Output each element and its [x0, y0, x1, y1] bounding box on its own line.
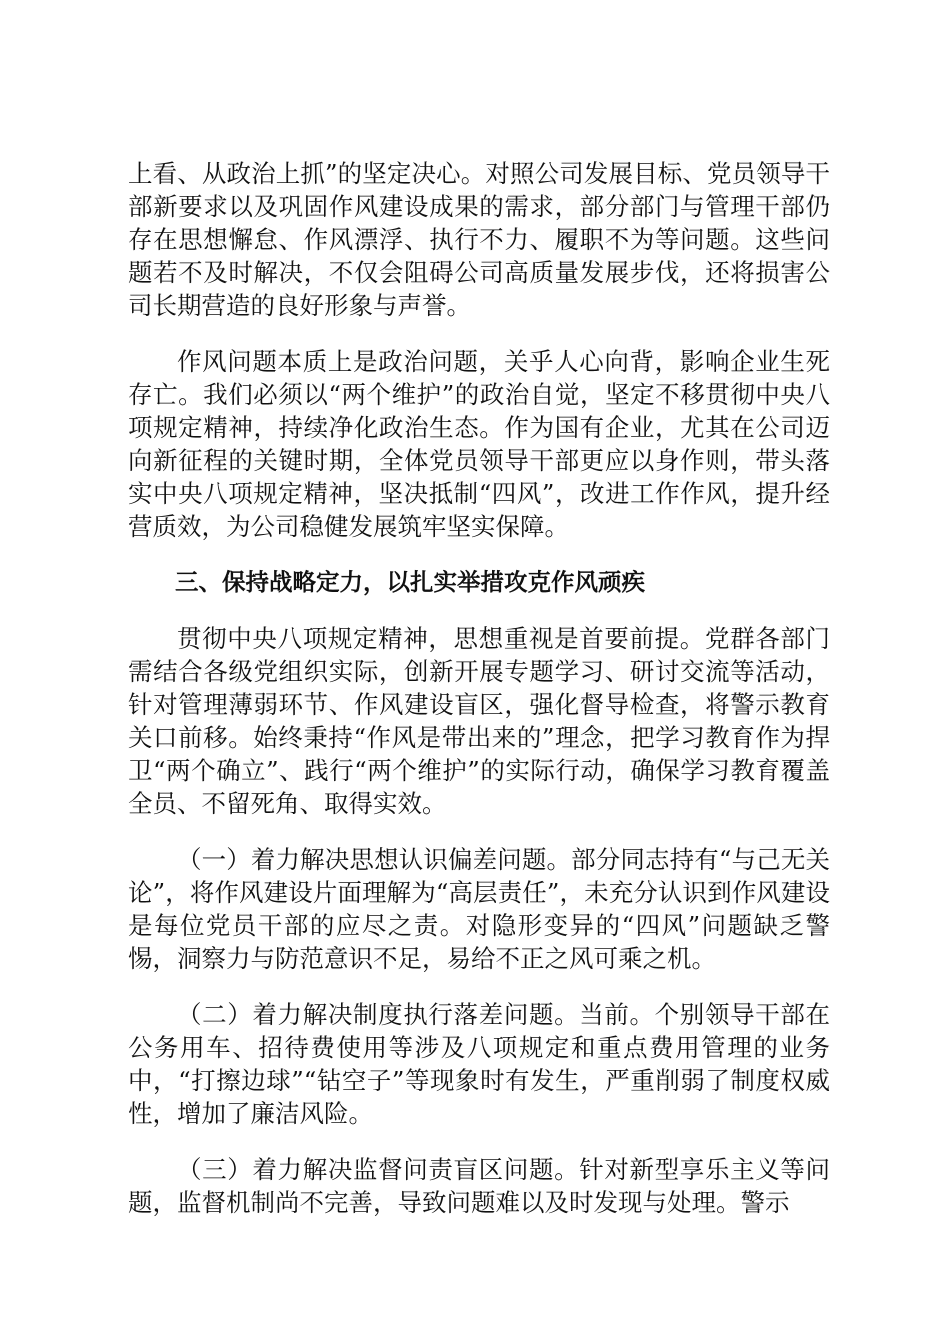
- paragraph-item-3: （三）着力解决监督问责盲区问题。针对新型享乐主义等问题，监督机制尚不完善，导致问题难以及时发现与处理。警示: [128, 1155, 830, 1217]
- paragraph-item-1: （一）着力解决思想认识偏差问题。部分同志持有“与己无关论”，将作风建设片面理解为“高层责任”，未充分认识到作风建设是每位党员干部的应尽之责。对隐形变异的“四风”问题缺乏警惕，洞察力与防范意识不足，易给不正之风可乘之机。: [128, 845, 830, 973]
- section-heading-3: 三、保持战略定力，以扎实举措攻克作风顽疾: [175, 568, 645, 596]
- paragraph-work-style-political-issue: 作风问题本质上是政治问题，关乎人心向背，影响企业生死存亡。我们必须以“两个维护”的政治自觉，坚定不移贯彻中央八项规定精神，持续净化政治生态。作为国有企业，尤其在公司迈向新征程的关键时期，全体党员领导干部更应以身作则，带头落实中央八项规定精神，坚决抵制“四风”，改进工作作风，提升经营质效，为公司稳健发展筑牢坚实保障。: [128, 347, 830, 541]
- document-body: [128, 157, 830, 1242]
- paragraph-ideological-priority: 贯彻中央八项规定精神，思想重视是首要前提。党群各部门需结合各级党组织实际，创新开展专题学习、研讨交流等活动，针对管理薄弱环节、作风建设盲区，强化督导检查，将警示教育关口前移。始终秉持“作风是带出来的”理念，把学习教育作为捍卫“两个确立”、践行“两个维护”的实际行动，确保学习教育覆盖全员、不留死角、取得实效。: [128, 624, 830, 818]
- paragraph-item-2: （二）着力解决制度执行落差问题。当前。个别领导干部在公务用车、招待费使用等涉及八项规定和重点费用管理的业务中，“打擦边球”“钻空子”等现象时有发生，严重削弱了制度权威性，增加了廉洁风险。: [128, 1000, 830, 1128]
- paragraph-continuation: 上看、从政治上抓”的坚定决心。对照公司发展目标、党员领导干部新要求以及巩固作风建设成果的需求，部分部门与管理干部仍存在思想懈怠、作风漂浮、执行不力、履职不为等问题。这些问题若不及时解决，不仅会阻碍公司高质量发展步伐，还将损害公司长期营造的良好形象与声誉。: [128, 159, 830, 320]
